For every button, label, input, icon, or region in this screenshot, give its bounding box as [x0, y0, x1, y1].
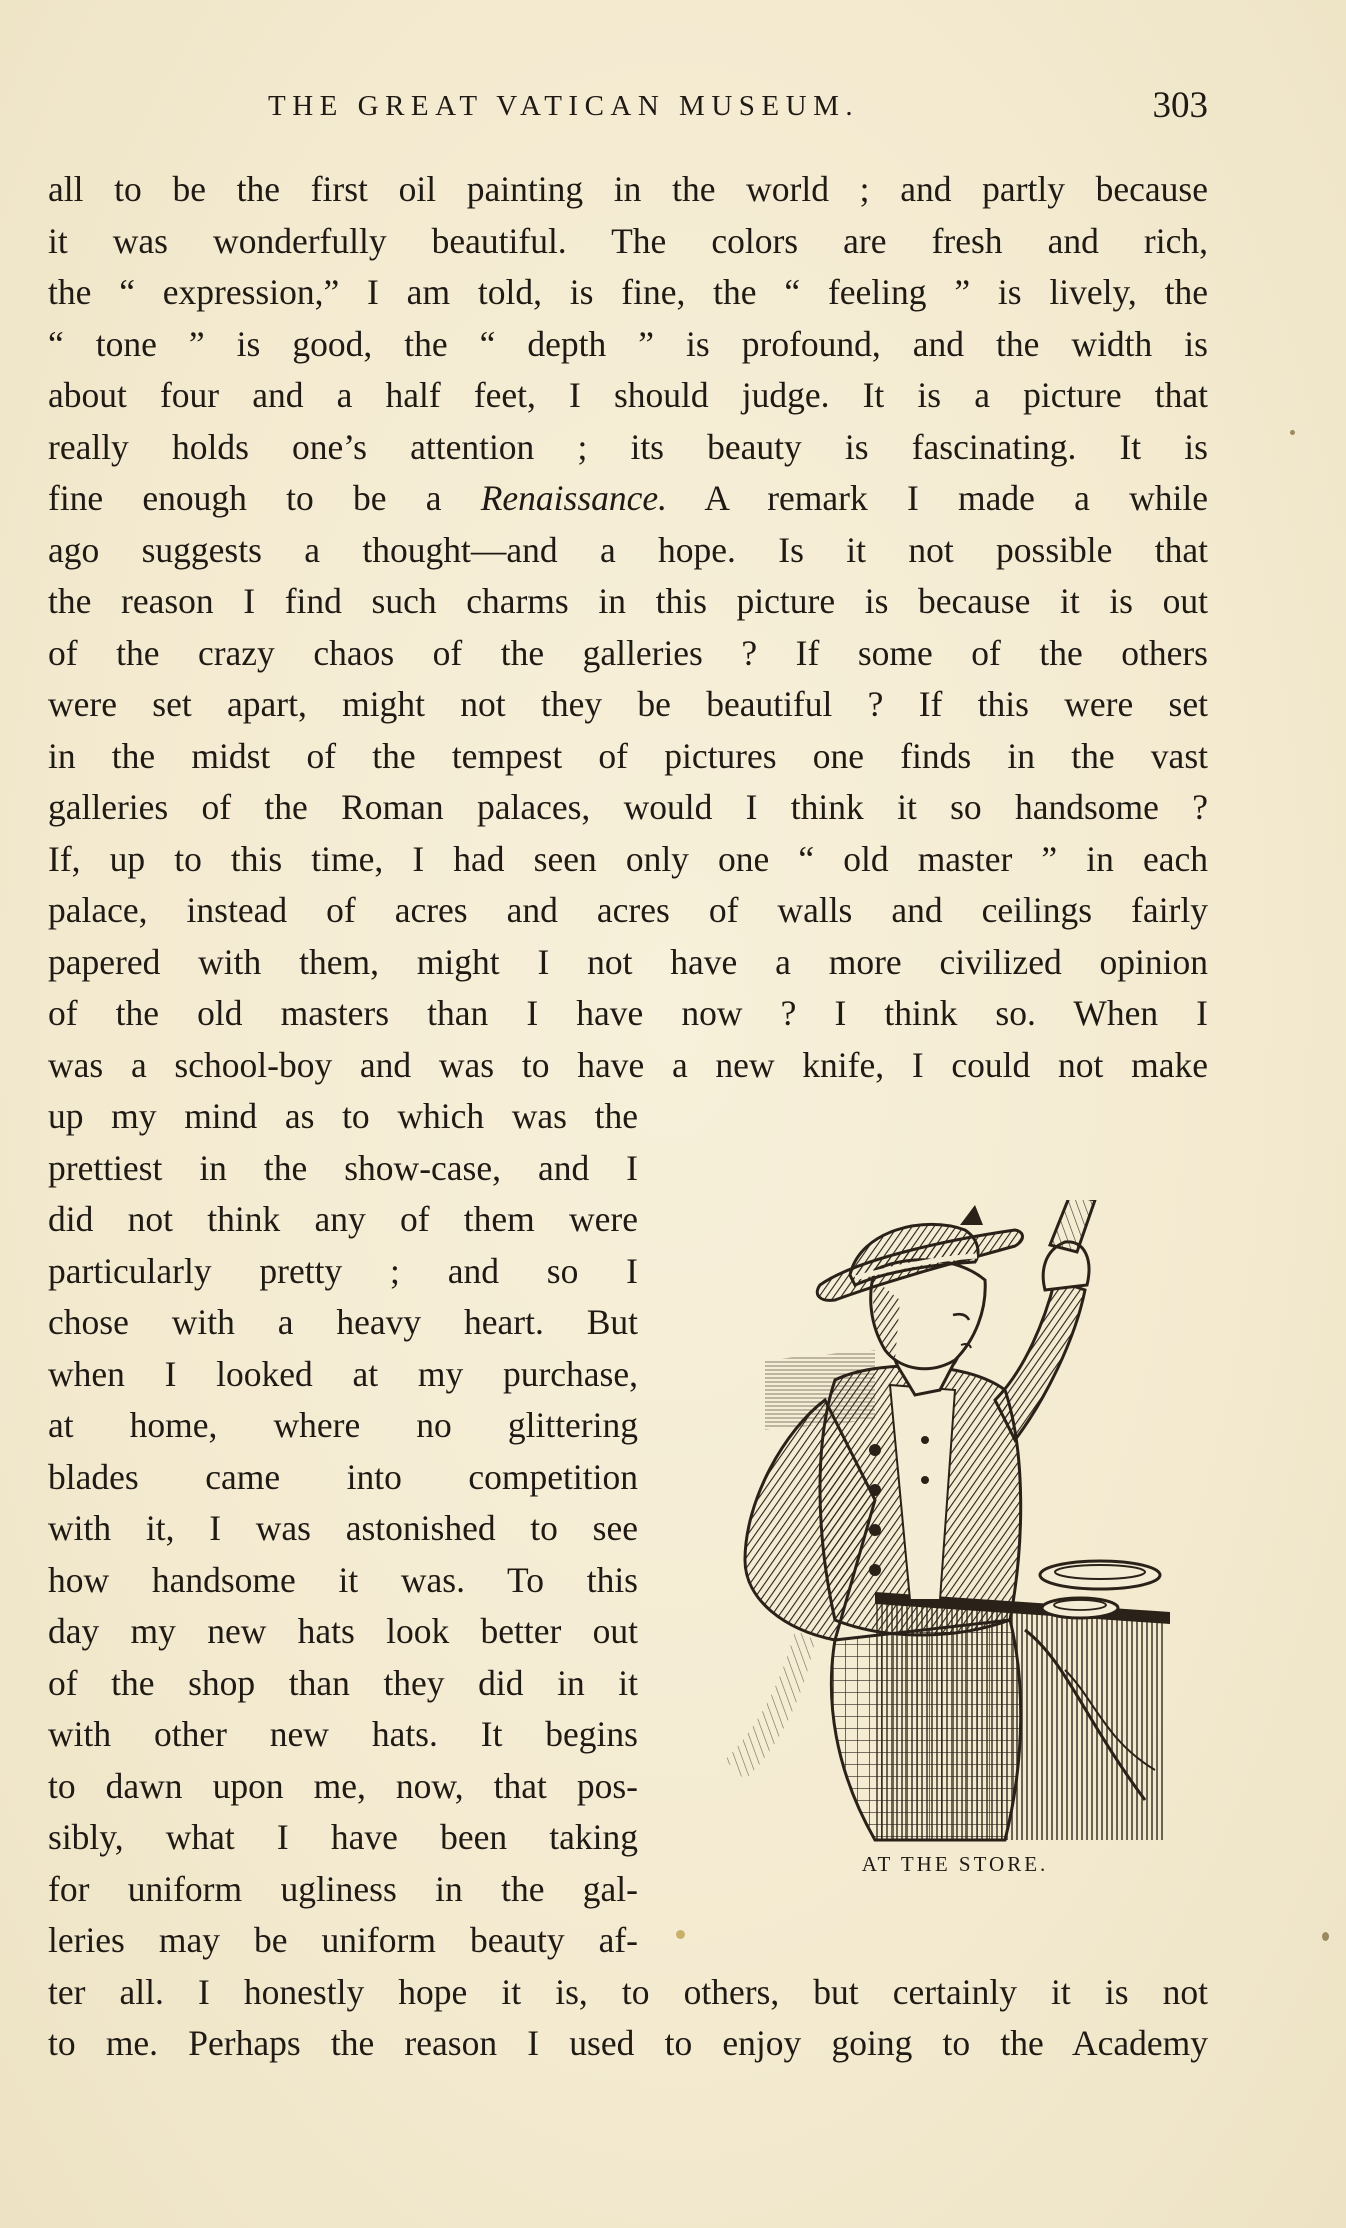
knife-tray — [1040, 1561, 1160, 1618]
text-line: to me. Perhaps the reason I used to enjoy going to the Academy — [48, 2023, 1208, 2063]
text-line: to dawn upon me, now, that pos- — [48, 1765, 638, 1806]
text-line: with other new hats. It begins — [48, 1714, 638, 1754]
text-line: papered with them, might I not have a more civilized opinion — [48, 941, 1208, 982]
text-line: “ tone ” is good, the “ depth ” is profound, and the width is — [48, 323, 1208, 364]
text-line: of the old masters than I have now ? I think so. When I — [48, 993, 1208, 1033]
text-line: in the midst of the tempest of pictures one finds in the vast — [48, 735, 1208, 776]
text-line: all to be the first oil painting in the world ; and partly because — [48, 169, 1208, 209]
running-title: THE GREAT VATICAN MUSEUM. — [268, 90, 860, 122]
text-line: galleries of the Roman palaces, would I think it so handsome ? — [48, 787, 1208, 827]
text-line: up my mind as to which was the — [48, 1096, 638, 1136]
engraving-at-the-store — [725, 1200, 1185, 1850]
body-paragraph-top — [48, 164, 1208, 1091]
text-segment: A remark I made a while — [667, 478, 1208, 518]
text-line: If, up to this time, I had seen only one “ old master ” in each — [48, 838, 1208, 879]
text-line: palace, instead of acres and acres of walls and ceilings fairly — [48, 890, 1208, 930]
text-line: about four and a half feet, I should judge. It is a picture that — [48, 375, 1208, 415]
text-line: chose with a heavy heart. But — [48, 1302, 638, 1342]
text-line: prettiest in the show-case, and I — [48, 1147, 638, 1188]
text-line: of the crazy chaos of the galleries ? If some of the others — [48, 632, 1208, 673]
text-line: particularly pretty ; and so I — [48, 1250, 638, 1291]
text-line: sibly, what I have been taking — [48, 1817, 638, 1857]
illustration-caption: AT THE STORE. — [861, 1852, 1049, 1876]
text-line: did not think any of them were — [48, 1199, 638, 1239]
body-paragraph-bottom — [48, 1967, 1208, 2070]
running-head — [48, 82, 1208, 132]
text-line: ago suggests a thought—and a hope. Is it not possible that — [48, 529, 1208, 570]
text-line: was a school-boy and was to have a new knife, I could not make — [48, 1044, 1208, 1085]
text-line: it was wonderfully beautiful. The colors are fresh and rich, — [48, 220, 1208, 261]
text-line: when I looked at my purchase, — [48, 1353, 638, 1394]
text-segment: fine enough to be a — [48, 478, 481, 518]
text-line: were set apart, might not they be beautiful ? If this were set — [48, 684, 1208, 724]
text-line: the “ expression,” I am told, is fine, the “ feeling ” is lively, the — [48, 272, 1208, 312]
text-line: blades came into competition — [48, 1456, 638, 1497]
text-line: day my new hats look better out — [48, 1611, 638, 1651]
page-number: 303 — [1152, 85, 1208, 126]
text-line: at home, where no glittering — [48, 1405, 638, 1445]
text-line: of the shop than they did in it — [48, 1662, 638, 1703]
text-line: the reason I find such charms in this picture is because it is out — [48, 581, 1208, 621]
text-line: how handsome it was. To this — [48, 1559, 638, 1600]
italic-word: Renaissance. — [480, 478, 668, 518]
ink-speck — [676, 1930, 685, 1939]
text-line: ter all. I honestly hope it is, to others, but certainly it is not — [48, 1971, 1208, 2012]
text-line-renaissance — [48, 473, 1208, 525]
text-line: for uniform ugliness in the gal- — [48, 1868, 638, 1909]
text-line: with it, I was astonished to see — [48, 1508, 638, 1548]
text-line: really holds one’s attention ; its beauty is fascinating. It is — [48, 426, 1208, 467]
ink-speck — [1322, 1932, 1329, 1941]
text-line: leries may be uniform beauty af- — [48, 1920, 638, 1960]
ink-speck — [1290, 430, 1295, 435]
